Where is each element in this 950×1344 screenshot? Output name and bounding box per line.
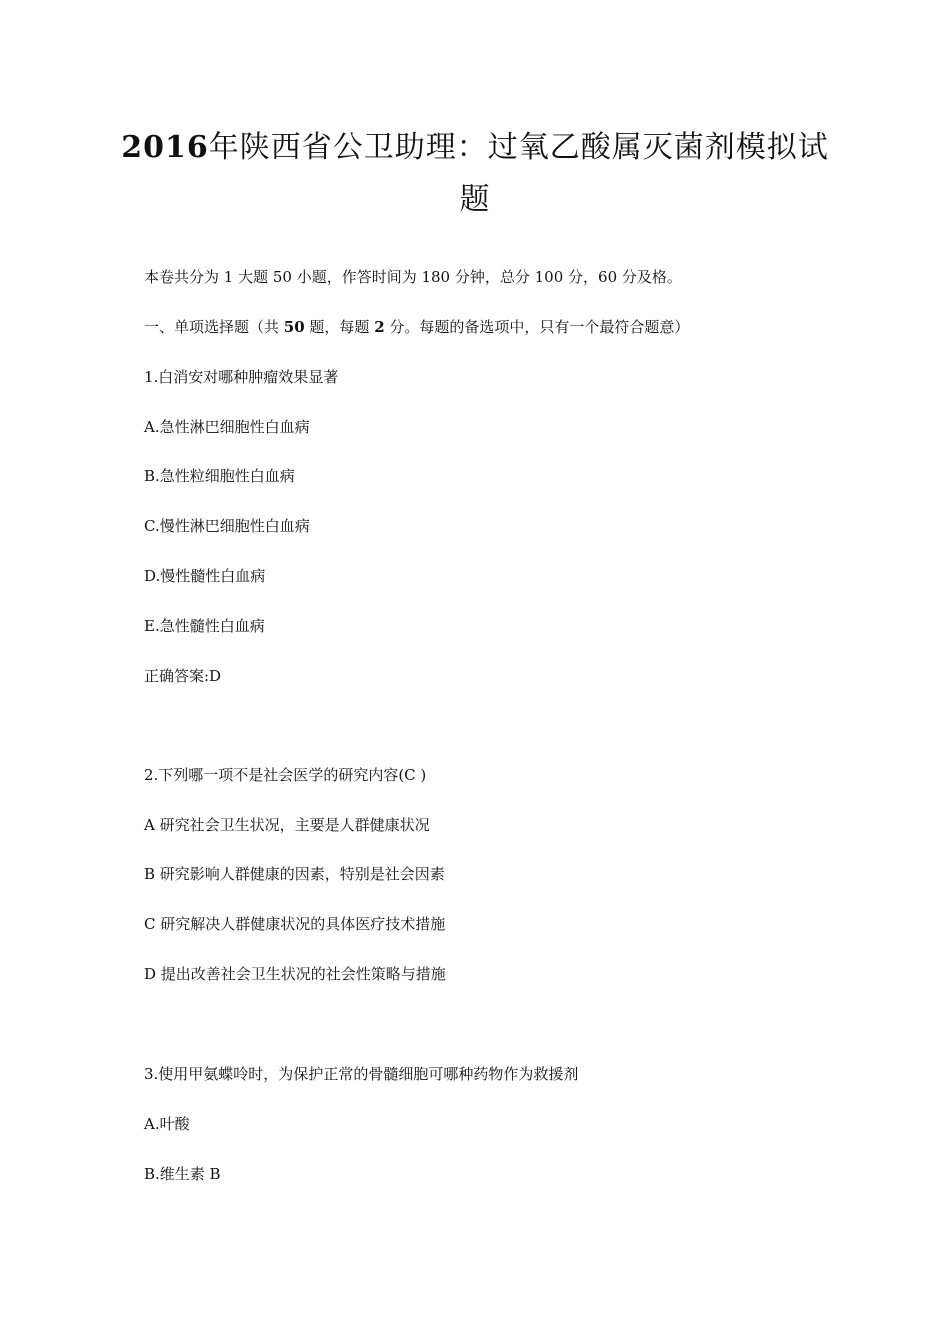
section-mid: 题，每题	[304, 318, 375, 336]
question-stem: 2.下列哪一项不是社会医学的研究内容(C )	[144, 766, 427, 784]
question-option: E.急性髓性白血病	[144, 617, 265, 635]
question-option: B.急性粒细胞性白血病	[144, 467, 295, 485]
title-year: 2016	[121, 130, 209, 165]
question-option: B.维生素 B	[144, 1165, 221, 1183]
question-answer: 正确答案:D	[144, 667, 222, 685]
question-stem: 1.白消安对哪种肿瘤效果显著	[144, 368, 339, 386]
question-option: B 研究影响人群健康的因素，特别是社会因素	[144, 865, 445, 883]
question-option: A 研究社会卫生状况，主要是人群健康状况	[144, 816, 430, 834]
document-title-line2: 题	[459, 182, 491, 217]
section-count: 50	[283, 318, 305, 336]
section-suffix: 分。每题的备选项中，只有一个最符合题意）	[384, 318, 690, 336]
document-title	[120, 128, 830, 168]
section-prefix: 一、单项选择题（共	[144, 318, 284, 336]
question-option: A.叶酸	[144, 1115, 190, 1133]
question-option: D 提出改善社会卫生状况的社会性策略与措施	[144, 965, 446, 983]
section-heading	[144, 317, 689, 337]
question-option: D.慢性髓性白血病	[144, 567, 266, 585]
exam-intro: 本卷共分为 1 大题 50 小题，作答时间为 180 分钟，总分 100 分，60 分及格。	[144, 268, 682, 286]
title-text: 年陕西省公卫助理：过氧乙酸属灭菌剂模拟试	[208, 130, 829, 165]
question-stem: 3.使用甲氨蝶呤时，为保护正常的骨髓细胞可哪种药物作为救援剂	[144, 1065, 579, 1083]
question-option: C.慢性淋巴细胞性白血病	[144, 517, 310, 535]
section-score: 2	[374, 318, 385, 336]
question-option: C 研究解决人群健康状况的具体医疗技术措施	[144, 915, 446, 933]
question-option: A.急性淋巴细胞性白血病	[144, 418, 310, 436]
